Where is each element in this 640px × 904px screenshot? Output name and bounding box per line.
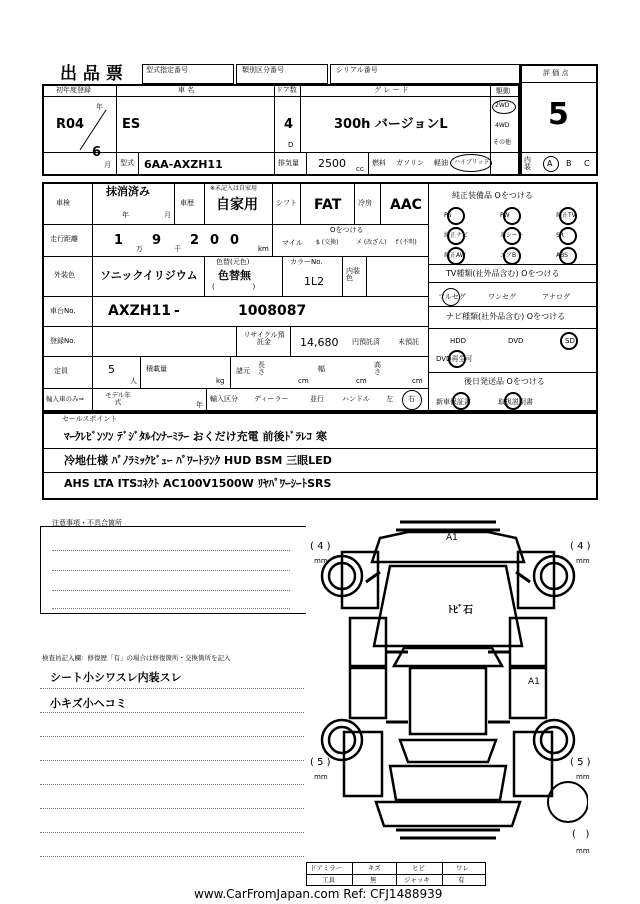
equipment-item: 純正TV xyxy=(556,212,576,219)
tread-rl-unit: mm xyxy=(314,773,328,781)
docs-warranty: 新車保証書 xyxy=(436,398,471,406)
mile-opt-exchange: $ (交換) xyxy=(316,239,339,246)
navi-sd: SD xyxy=(565,337,575,345)
note-blank-line xyxy=(40,832,304,833)
side-mark: A1 xyxy=(528,677,540,687)
note-line: 小キズ小ヘコミ xyxy=(50,697,127,710)
tread-spare: ( ) xyxy=(572,829,590,840)
shaken-label: 車検 xyxy=(56,199,70,207)
mile-opt-tamper: メ (改ざん) xyxy=(356,239,387,246)
tv-title: TV種類(社外品含む) Oをつける xyxy=(446,269,560,278)
score-value: 5 xyxy=(548,97,569,132)
score-label: 評 価 点 xyxy=(543,69,569,77)
legend-header: ヒビ xyxy=(412,864,425,872)
year-suffix: 年 xyxy=(96,103,103,111)
tread-fr-value: 4 xyxy=(577,541,584,552)
tread-fl-value: 4 xyxy=(317,541,324,552)
length-cm: cm xyxy=(298,377,309,385)
chassis-prefix: AXZH11 xyxy=(108,303,171,319)
tv-oneseg: ワンセグ xyxy=(488,293,516,301)
sales-point-line: ﾏｰｸﾚﾋﾞﾝｿﾝ ﾃﾞｼﾞﾀﾙｲﾝﾅｰﾐﾗｰ おくだけ充電 前後ﾄﾞﾗﾚｺ 寒 xyxy=(64,430,327,443)
car-name-label: 車 名 xyxy=(178,86,195,94)
door-d: D xyxy=(288,141,294,149)
tread-rr-value: 5 xyxy=(577,757,584,768)
tv-analog: アナログ xyxy=(542,293,570,301)
docs-title: 後日発送品 Oをつける xyxy=(464,377,545,386)
fuel-label: 燃料 xyxy=(372,159,386,167)
legend-cell: 無 xyxy=(370,876,377,884)
notes-label: 注意事項・不具合箇所 xyxy=(52,519,122,527)
dvd-play: DVD再生可 xyxy=(436,355,473,363)
equipment-item: 革シート xyxy=(500,232,525,239)
color-change: 色替無 xyxy=(218,269,251,282)
length-label: 長さ xyxy=(258,361,265,376)
equipment-item: PW xyxy=(500,212,510,219)
shaken-value: 抹消済み xyxy=(106,185,150,198)
model-cert-label: 型式指定番号 xyxy=(146,66,188,74)
capacity-label: 定員 xyxy=(54,367,68,375)
drive-2wd: 2WD xyxy=(495,102,510,109)
drive-other: その他 xyxy=(493,139,512,146)
import-label: 輸入車のみ⇒ xyxy=(46,395,84,403)
interior-c: C xyxy=(584,159,590,168)
ac-label: 冷房 xyxy=(358,199,372,207)
model-year-suffix: 年 xyxy=(196,401,203,409)
navi-dvd: DVD xyxy=(508,337,524,345)
car-name: ES xyxy=(122,117,141,132)
color-change-label: 色替(元色) xyxy=(216,258,250,266)
first-reg-label: 初年度登録 xyxy=(56,86,91,94)
displacement-unit: cc xyxy=(356,165,364,173)
mileage-label: 走行距離 xyxy=(50,235,78,243)
tread-rr-unit: mm xyxy=(576,773,590,781)
capacity: 5 xyxy=(108,363,115,376)
man-unit: 万 xyxy=(136,245,143,253)
usage-note: ※未記入は自家用 xyxy=(210,185,258,192)
fuel-diesel: 軽油 xyxy=(434,159,448,167)
recycle-label: リサイクル預託金 xyxy=(243,331,285,346)
legend-cell: 工具 xyxy=(322,876,335,884)
interior-color-label: 内装色 xyxy=(346,267,360,282)
front-bumper-mark: A1 xyxy=(446,533,458,543)
handle-label: ハンドル xyxy=(342,395,370,403)
model-label: 型式 xyxy=(120,159,134,167)
tread-rl: ( 5 ) xyxy=(310,757,331,768)
grade: 300h バージョンL xyxy=(334,117,448,132)
capacity-unit: 人 xyxy=(130,377,137,385)
load-kg: kg xyxy=(216,377,225,385)
height-label: 高さ xyxy=(374,361,381,376)
shaken-year: 年 xyxy=(122,211,129,219)
note-blank-line xyxy=(40,760,304,761)
navi-hdd: HDD xyxy=(450,337,467,345)
tread-fl-unit: mm xyxy=(314,557,328,565)
mileage-digit: 0 xyxy=(210,233,220,248)
recycle-amount: 14,680 xyxy=(300,336,339,349)
displacement: 2500 xyxy=(318,157,346,170)
handle-left: 左 xyxy=(386,395,393,403)
legend-cell: 有 xyxy=(458,876,465,884)
drive-4wd: 4WD xyxy=(495,122,510,129)
load-label: 積載量 xyxy=(146,365,167,373)
tread-rr: ( 5 ) xyxy=(570,757,591,768)
inspector-label: 検査員記入欄：修復歴「有」の場合は修復箇所・交換箇所を記入 xyxy=(42,654,231,662)
usage-label: 車歴 xyxy=(180,199,194,207)
grade-label: グ レ ー ド xyxy=(374,86,409,94)
circle-note: Oをつける xyxy=(330,226,364,234)
first-reg-year: R04 xyxy=(56,117,85,132)
ac: AAC xyxy=(390,197,422,213)
color-no: 1L2 xyxy=(304,275,325,288)
footer-watermark: www.CarFromJapan.com Ref: CFJ1488939 xyxy=(190,888,446,900)
mileage-digit: 0 xyxy=(230,233,240,248)
width-label: 幅 xyxy=(318,365,325,373)
legend-header: ワレ xyxy=(456,864,469,872)
equipment-item: 純正ナビ xyxy=(444,232,469,239)
color-paren: ( ) xyxy=(212,283,256,291)
tread-fr-unit: mm xyxy=(576,557,590,565)
reg-label: 登録No. xyxy=(50,337,76,345)
fuel-hybrid: ハイブリッド xyxy=(454,159,490,166)
note-blank-line xyxy=(40,856,304,857)
tread-fl: ( 4 ) xyxy=(310,541,331,552)
import-dealer: ディーラー xyxy=(254,395,289,403)
sen-unit: 千 xyxy=(174,245,181,253)
recycle-done: 円預託済 xyxy=(352,338,380,346)
handle-right: 右 xyxy=(408,395,415,403)
note-blank-line xyxy=(40,784,304,785)
interior-b: B xyxy=(566,159,572,168)
mileage-digit: 2 xyxy=(190,233,200,248)
recycle-none: 未預託 xyxy=(398,338,419,346)
note-blank-line xyxy=(40,712,304,713)
category-label: 類別区分番号 xyxy=(242,66,284,74)
chassis-dash: - xyxy=(174,303,180,319)
note-blank-line xyxy=(40,736,304,737)
docs-manual: 取扱説明書 xyxy=(498,398,533,406)
chassis-label: 車台No. xyxy=(50,307,76,315)
mile-label: マイル xyxy=(282,239,303,247)
import-parallel: 並行 xyxy=(310,395,324,403)
mile-opt-unknown: f (不明) xyxy=(396,239,417,246)
shaken-month: 月 xyxy=(164,211,171,219)
mileage-digit: 1 xyxy=(114,233,124,248)
km-unit: km xyxy=(258,245,269,253)
interior-a: A xyxy=(547,159,553,168)
width-cm: cm xyxy=(356,377,367,385)
model: 6AA-AXZH11 xyxy=(144,158,223,171)
sales-point-line: AHS LTA ITSｺﾈｸﾄ AC100V1500W ﾘﾔﾊﾟﾜｰｼｰﾄSRS xyxy=(64,477,332,490)
sales-points-label: セールスポイント xyxy=(62,415,118,423)
chassis-no: 1008087 xyxy=(238,303,307,319)
height-cm: cm xyxy=(412,377,423,385)
fuel-gas: ガソリン xyxy=(396,159,424,167)
legend-cell: ジャッキ xyxy=(404,876,430,884)
dvd-play-circle xyxy=(448,350,466,368)
doors-label: ドア数 xyxy=(276,86,297,94)
first-reg-month: 6 xyxy=(92,145,102,160)
equipment-item: ABS xyxy=(556,252,568,259)
shift: FAT xyxy=(314,197,342,213)
equipment-item: PS xyxy=(444,212,452,219)
import-cat-label: 輸入区分 xyxy=(210,395,238,403)
shift-label: シフト xyxy=(276,199,297,207)
legend-header: ドアミラー xyxy=(310,864,343,872)
equipment-title: 純正装備品 Oをつける xyxy=(452,191,533,200)
displacement-label: 排気量 xyxy=(278,159,299,167)
car-damage-diagram xyxy=(320,512,588,892)
serial-label: シリアル番号 xyxy=(336,66,378,74)
docs-manual-circle xyxy=(504,392,522,410)
equipment-item: エアB xyxy=(500,252,517,259)
interior-grade-label: 内装 xyxy=(524,156,531,171)
color-label: 外装色 xyxy=(54,271,75,279)
navi-title: ナビ種類(社外品含む) Oをつける xyxy=(446,312,566,321)
legend-header: キズ xyxy=(368,864,381,872)
model-year-label: モデル年式 xyxy=(105,391,131,406)
equipment-item: SR xyxy=(556,232,564,239)
hood-mark: ﾄﾋﾞ石 xyxy=(448,605,473,616)
docs-warranty-circle xyxy=(452,392,470,410)
tv-fullseg-circle xyxy=(442,288,460,306)
doors: 4 xyxy=(284,117,294,132)
equipment-item: 純正AW xyxy=(444,252,466,259)
tv-fullseg: フルセグ xyxy=(438,293,466,301)
form-title: 出 品 票 xyxy=(60,64,123,84)
sales-point-line: 冷地仕様 ﾊﾟﾉﾗﾐｯｸﾋﾞｭｰ ﾊﾟﾜｰﾄﾗﾝｸ HUD BSM 三眼LED xyxy=(64,454,332,467)
dims-label: 諸元 xyxy=(236,367,250,375)
tread-rl-value: 5 xyxy=(317,757,324,768)
tread-spare-unit: mm xyxy=(576,847,590,855)
drive-label: 駆動 xyxy=(496,87,510,95)
color: ソニックイリジウム xyxy=(100,269,198,282)
note-blank-line xyxy=(40,808,304,809)
color-no-label: カラーNo. xyxy=(290,258,323,266)
tread-fr: ( 4 ) xyxy=(570,541,591,552)
mileage-digit: 9 xyxy=(152,233,162,248)
usage: 自家用 xyxy=(216,197,258,213)
month-suffix: 月 xyxy=(104,161,111,169)
note-line: シート小シワスレ内装スレ xyxy=(50,671,182,684)
